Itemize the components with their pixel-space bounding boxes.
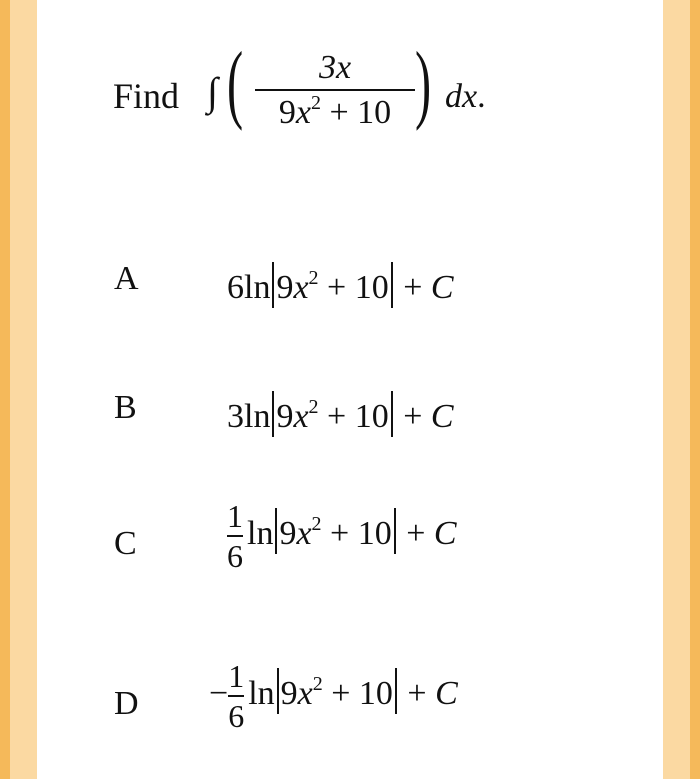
fraction-bar <box>255 89 415 91</box>
option-letter: D <box>114 685 139 722</box>
find-word: Find <box>113 76 180 116</box>
option-letter: A <box>114 260 139 297</box>
integrand-fraction <box>255 50 415 130</box>
integrand-denominator: $9x^2 + 10$ <box>278 91 392 131</box>
left-frame-edge <box>0 0 10 779</box>
option-letter: C <box>114 525 137 562</box>
option-expression: $\frac{1}{6}$ $\ln 9x^2 + 10 + C$ <box>227 498 457 574</box>
right-frame-edge <box>690 0 700 779</box>
option-expression: 6ln $9x^2 + 10 + C$ <box>227 262 454 308</box>
integral-sign: ∫ <box>207 69 218 114</box>
integrand-numerator: 3x <box>318 49 352 86</box>
option-letter: B <box>114 389 137 426</box>
option-expression: 3ln $9x^2 + 10 + C$ <box>227 391 454 437</box>
left-paren: ( <box>227 35 244 132</box>
right-paren: ) <box>415 35 432 132</box>
question-page <box>37 0 663 779</box>
differential: dx. <box>445 78 486 115</box>
option-expression: − $\frac{1}{6}$ $\ln 9x^2 + 10 + C$ <box>209 658 458 734</box>
